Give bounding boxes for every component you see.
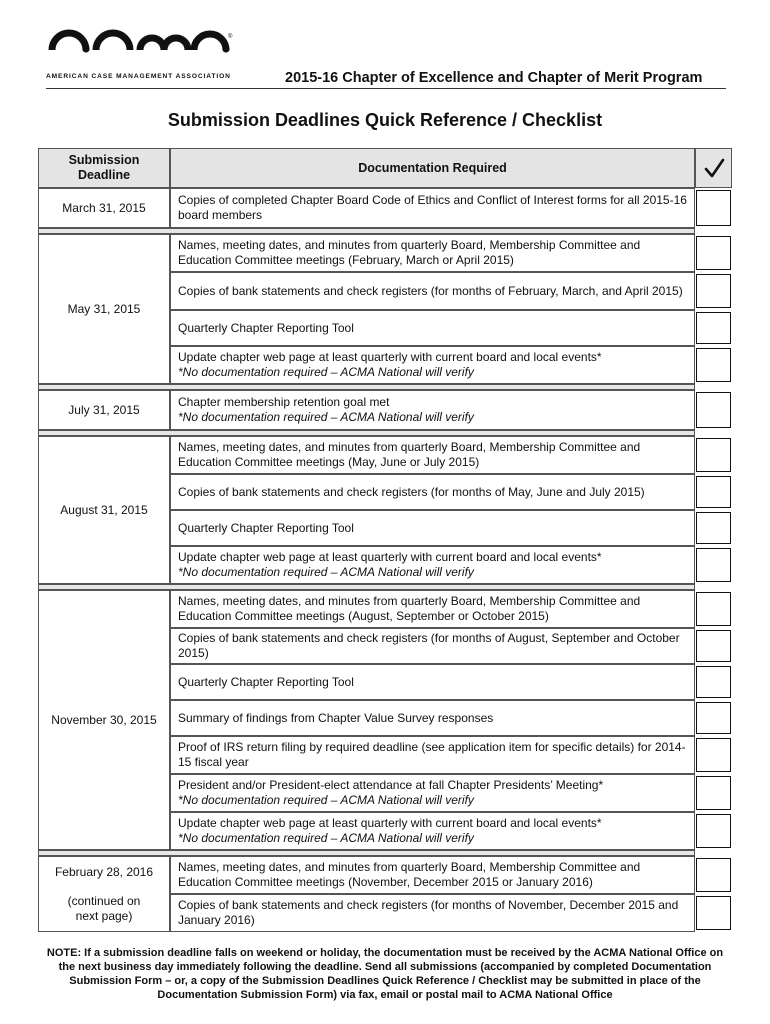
documentation-text: Copies of bank statements and check registers (for months of August, September and October 2015) [178,631,680,660]
checklist-checkbox[interactable] [696,858,731,892]
documentation-text: Names, meeting dates, and minutes from quarterly Board, Membership Committee and Education Committee meetings (August, September or October 2015) [178,594,641,623]
checklist-checkbox[interactable] [696,392,731,428]
checkmark-icon [703,157,725,179]
checklist-checkbox[interactable] [696,592,731,626]
svg-text:®: ® [228,34,233,40]
documentation-text: Copies of bank statements and check registers (for months of February, March, and April 2015) [178,283,683,298]
documentation-header-label: Documentation Required [358,161,507,175]
deadline-column-header [38,148,170,188]
documentation-item [170,510,695,546]
documentation-text: Names, meeting dates, and minutes from quarterly Board, Membership Committee and Education Committee meetings (February, March or April 2015) [178,238,641,267]
documentation-note: *No documentation required – ACMA National will verify [178,831,474,845]
checklist-checkbox[interactable] [696,312,731,344]
documentation-item [170,736,695,774]
documentation-text: Names, meeting dates, and minutes from quarterly Board, Membership Committee and Education Committee meetings (November, December 2015 or January 2016) [178,860,641,889]
deadline-cell [38,436,170,584]
documentation-text: President and/or President-elect attendance at fall Chapter Presidents’ Meeting* [178,778,604,792]
documentation-item [170,894,695,932]
checklist-checkbox[interactable] [696,738,731,772]
documentation-text: Quarterly Chapter Reporting Tool [178,674,354,689]
documentation-text: Names, meeting dates, and minutes from quarterly Board, Membership Committee and Education Committee meetings (May, June or July 2015) [178,440,641,469]
deadline-cell [38,390,170,430]
checklist-checkbox[interactable] [696,348,731,382]
checklist-checkbox[interactable] [696,512,731,544]
page-title: Submission Deadlines Quick Reference / Checklist [167,110,603,130]
program-title: 2015-16 Chapter of Excellence and Chapter of Merit Program [285,70,703,86]
checklist-table [38,148,732,935]
logo-subtitle: AMERICAN CASE MANAGEMENT ASSOCIATION [46,73,231,80]
checklist-checkbox[interactable] [696,896,731,930]
documentation-text: Copies of bank statements and check registers (for months of May, June and July 2015) [178,484,645,499]
documentation-text: Update chapter web page at least quarterly with current board and local events* [178,350,602,364]
deadline-date: July 31, 2015 [68,402,140,417]
deadline-continued-note: (continued on next page) [67,894,141,923]
checklist-checkbox[interactable] [696,666,731,698]
documentation-text: Update chapter web page at least quarterly with current board and local events* [178,816,602,830]
documentation-item [170,856,695,894]
checklist-checkbox[interactable] [696,476,731,508]
deadline-date: February 28, 2016 [54,865,154,879]
documentation-item [170,590,695,628]
checklist-checkbox[interactable] [696,776,731,810]
documentation-item [170,346,695,384]
deadline-cell [38,188,170,228]
deadline-date: March 31, 2015 [62,200,146,215]
deadline-date: November 30, 2015 [51,712,157,727]
deadline-header-line2: Deadline [77,168,131,182]
documentation-item [170,234,695,272]
submission-note: NOTE: If a submission deadline falls on weekend or holiday, the documentation must be received by the ACMA National Office on the next business day immediately following the deadline. Send all submissions (accompanied by completed Documentation Submission Form – or, a copy of the Submission Deadlines Quick Reference / Checklist may be submitted in place of the Documentation Submission Form) via fax, email or postal mail to ACMA National Office [46,947,724,1001]
checklist-checkbox[interactable] [696,814,731,848]
documentation-item [170,188,695,228]
checklist-checkbox[interactable] [696,438,731,472]
documentation-item [170,272,695,310]
checklist-checkbox[interactable] [696,236,731,270]
deadline-cell [38,590,170,850]
documentation-text: Quarterly Chapter Reporting Tool [178,520,354,535]
documentation-text: Copies of completed Chapter Board Code of Ethics and Conflict of Interest forms for all 2015-16 board members [178,193,687,222]
checklist-checkbox[interactable] [696,702,731,734]
documentation-column-header [170,148,695,188]
documentation-item [170,474,695,510]
documentation-item [170,664,695,700]
checklist-checkbox[interactable] [696,190,731,226]
documentation-text: Summary of findings from Chapter Value Survey responses [178,710,494,725]
deadline-cell [38,856,170,932]
documentation-item [170,390,695,430]
checklist-checkbox[interactable] [696,548,731,582]
checklist-checkbox[interactable] [696,630,731,662]
acma-logo [46,22,236,82]
deadline-cell [38,234,170,384]
check-column-header [695,148,732,188]
documentation-text: Update chapter web page at least quarterly with current board and local events* [178,550,602,564]
checklist-checkbox[interactable] [696,274,731,308]
documentation-item [170,700,695,736]
documentation-item [170,812,695,850]
deadline-date: May 31, 2015 [67,301,141,316]
documentation-text: Copies of bank statements and check registers (for months of November, December 2015 and January 2016) [178,898,679,927]
deadline-date: August 31, 2015 [60,502,148,517]
documentation-note: *No documentation required – ACMA National will verify [178,565,474,579]
documentation-item [170,628,695,664]
documentation-note: *No documentation required – ACMA National will verify [178,793,474,807]
documentation-item [170,774,695,812]
documentation-note: *No documentation required – ACMA National will verify [178,365,474,379]
documentation-text: Chapter membership retention goal met [178,395,390,409]
documentation-item [170,310,695,346]
documentation-text: Proof of IRS return filing by required deadline (see application item for specific details) for 2014-15 fiscal year [178,740,686,769]
documentation-item [170,546,695,584]
title-divider [46,88,726,89]
deadline-header-line1: Submission [68,153,140,167]
documentation-note: *No documentation required – ACMA National will verify [178,410,474,424]
documentation-text: Quarterly Chapter Reporting Tool [178,320,354,335]
acma-logo-mark [46,22,236,72]
documentation-item [170,436,695,474]
